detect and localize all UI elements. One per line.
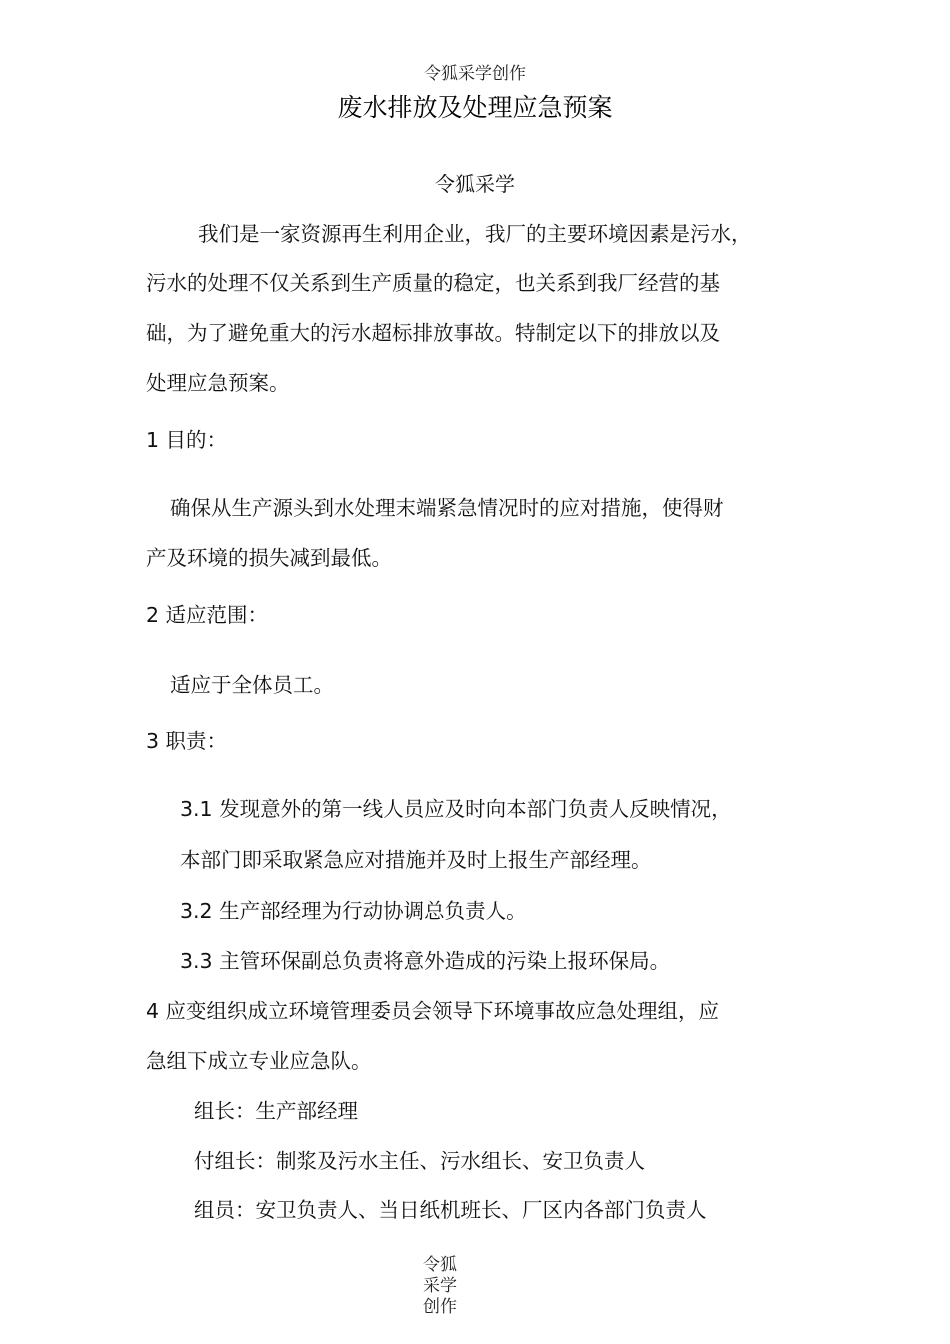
section-3-heading: 3 职责： bbox=[146, 729, 228, 753]
section-1-line-1: 确保从生产源头到水处理末端紧急情况时的应对措施，使得财 bbox=[170, 496, 724, 520]
section-1-heading: 1 目的： bbox=[146, 428, 228, 452]
footer-watermark-line-3: 创作 bbox=[423, 1297, 457, 1317]
footer-watermark-line-1: 令狐 bbox=[423, 1255, 457, 1275]
intro-line-3: 础，为了避免重大的污水超标排放事故。特制定以下的排放以及 bbox=[146, 321, 720, 345]
intro-line-4: 处理应急预案。 bbox=[146, 371, 290, 395]
section-3-item-3: 3.3 主管环保副总负责将意外造成的污染上报环保局。 bbox=[180, 949, 671, 973]
section-3-item-1: 3.1 发现意外的第一线人员应及时向本部门负责人反映情况， bbox=[180, 797, 732, 821]
footer-watermark-text bbox=[405, 1255, 475, 1318]
deputy-leader-line: 付组长：制浆及污水主任、污水组长、安卫负责人 bbox=[194, 1149, 645, 1173]
section-3-item-1-cont: 本部门即采取紧急应对措施并及时上报生产部经理。 bbox=[180, 848, 652, 872]
team-leader-line: 组长：生产部经理 bbox=[194, 1099, 358, 1123]
section-1-line-2: 产及环境的损失减到最低。 bbox=[146, 546, 392, 570]
section-4-line-2: 急组下成立专业应急队。 bbox=[146, 1049, 372, 1073]
document-title: 废水排放及处理应急预案 bbox=[337, 93, 613, 122]
footer-watermark-line-2: 采学 bbox=[423, 1276, 457, 1296]
section-3-item-2: 3.2 生产部经理为行动协调总负责人。 bbox=[180, 899, 527, 923]
section-2-line-1: 适应于全体员工。 bbox=[170, 673, 334, 697]
author-name: 令狐采学 bbox=[435, 172, 515, 196]
intro-line-1: 我们是一家资源再生利用企业，我厂的主要环境因素是污水， bbox=[198, 222, 752, 246]
section-4-line-1: 4 应变组织成立环境管理委员会领导下环境事故应急处理组，应 bbox=[146, 999, 720, 1023]
team-members-line: 组员：安卫负责人、当日纸机班长、厂区内各部门负责人 bbox=[194, 1198, 707, 1222]
section-2-heading: 2 适应范围： bbox=[146, 603, 269, 627]
intro-line-2: 污水的处理不仅关系到生产质量的稳定，也关系到我厂经营的基 bbox=[146, 271, 720, 295]
header-watermark-text: 令狐采学创作 bbox=[424, 64, 526, 84]
